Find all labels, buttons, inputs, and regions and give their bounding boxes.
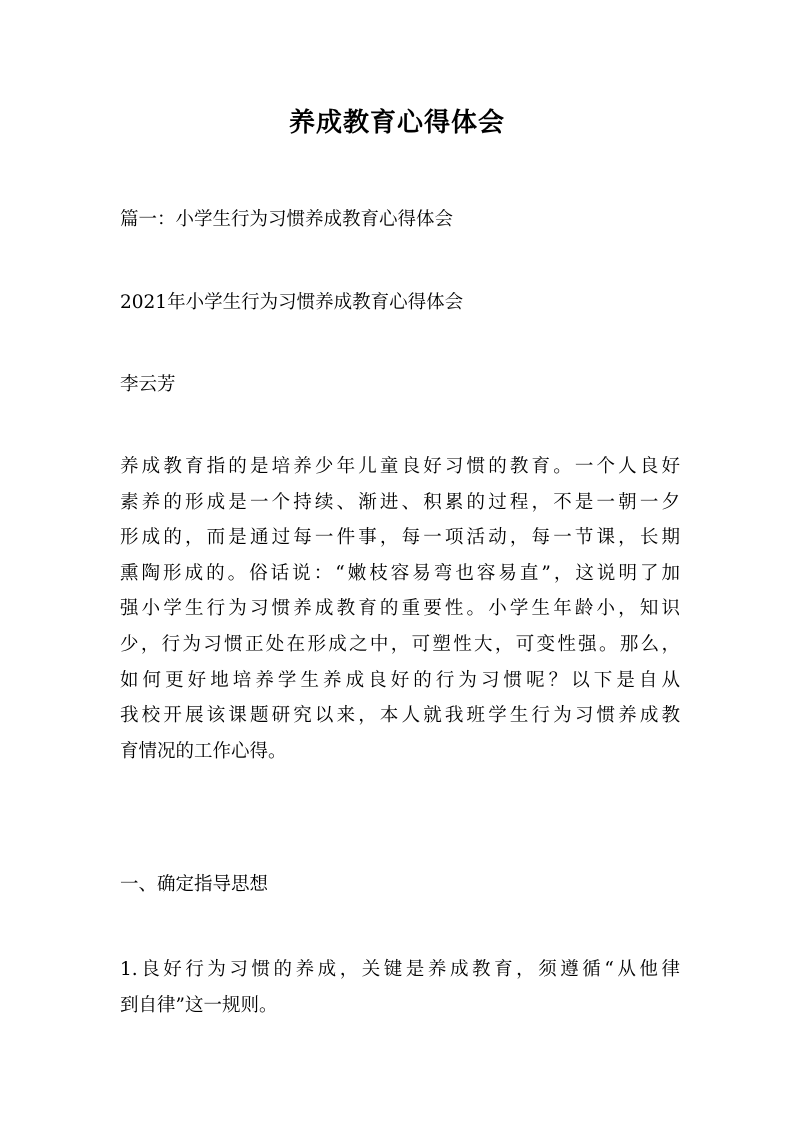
intro-paragraph-line: 我校开展该课题研究以来，本人就我班学生行为习惯养成教 (120, 705, 680, 727)
intro-paragraph-line: 熏陶形成的。俗话说：“嫩枝容易弯也容易直”，这说明了加 (120, 562, 680, 584)
intro-paragraph (120, 449, 680, 769)
document-title: 养成教育心得体会 (288, 108, 505, 138)
point-one-item-line: 1.良好行为习惯的养成，关键是养成教育，须遵循“从他律 (120, 959, 680, 980)
intro-paragraph-line: 育情况的工作心得。 (120, 740, 287, 762)
point-one-item (120, 952, 680, 1023)
intro-paragraph-line: 少，行为习惯正处在形成之中，可塑性大，可变性强。那么， (120, 633, 680, 655)
intro-paragraph-line: 强小学生行为习惯养成教育的重要性。小学生年龄小，知识 (120, 598, 680, 620)
intro-paragraph-line: 形成的，而是通过每一件事，每一项活动，每一节课，长期 (120, 527, 680, 549)
author-name: 李云芳 (120, 374, 176, 395)
point-one-item-line: 到自律”这一规则。 (120, 994, 278, 1016)
intro-paragraph-line: 如何更好地培养学生养成良好的行为习惯呢？以下是自从 (120, 669, 680, 691)
intro-paragraph-line: 养成教育指的是培养少年儿童良好习惯的教育。一个人良好 (120, 456, 680, 477)
intro-paragraph-line: 素养的形成是一个持续、渐进、积累的过程，不是一朝一夕 (120, 491, 680, 513)
point-one-heading: 一、确定指导思想 (120, 874, 269, 895)
section-heading: 篇一：小学生行为习惯养成教育心得体会 (120, 209, 454, 230)
subtitle: 2021年小学生行为习惯养成教育心得体会 (120, 292, 464, 313)
